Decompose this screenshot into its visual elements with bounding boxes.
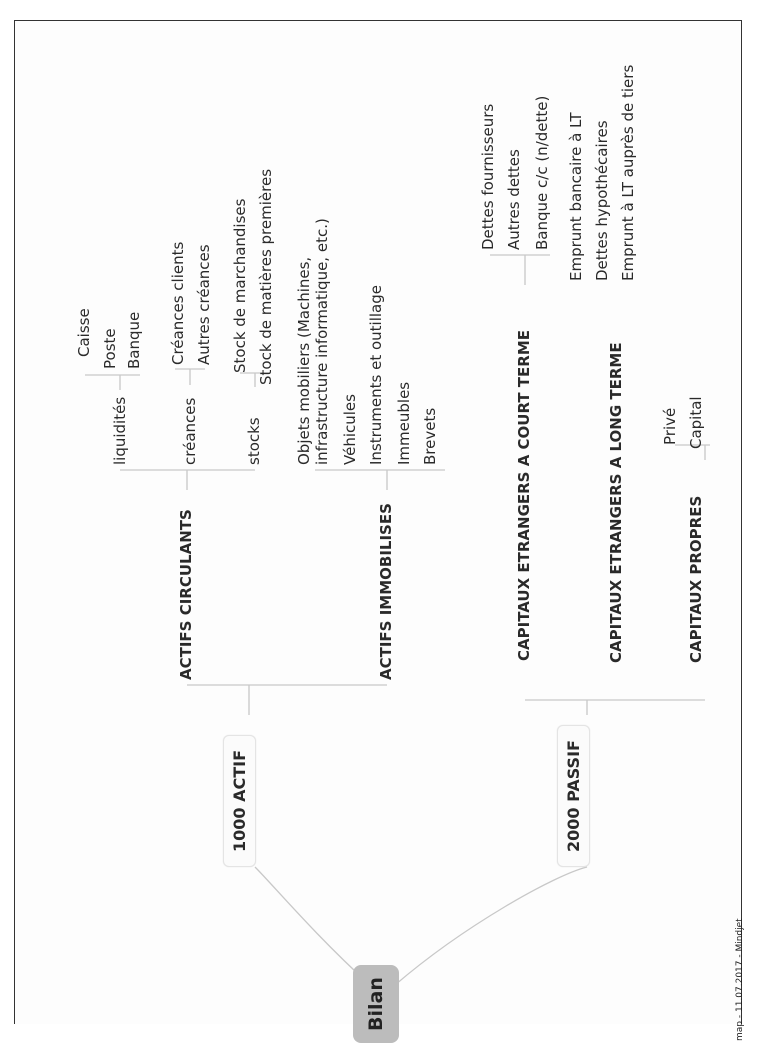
bracket-creances [175,369,205,385]
liquidites-item-poste: Poste [101,328,119,369]
immob-item-immeubles: Immeubles [395,381,413,465]
propres-item-capital: Capital [687,396,705,449]
long-item-emprunt-bancaire: Emprunt bancaire à LT [567,112,585,281]
actifs-circulants-label: ACTIFS CIRCULANTS [177,509,195,680]
actifs-immobilises-label: ACTIFS IMMOBILISES [377,503,395,680]
immob-item-objets-2: infrastructure informatique, etc.) [313,218,331,465]
court-item-autres: Autres dettes [505,149,523,250]
link-circulants-sub [120,470,255,490]
link-actif-groups [187,685,387,715]
link-immob-items [315,470,445,490]
creances-item-autres: Autres créances [195,244,213,365]
long-item-emprunt-tiers: Emprunt à LT auprès de tiers [619,64,637,281]
mindmap-sheet [14,20,745,1041]
link-root-actif [255,867,370,985]
creances-item-clients: Créances clients [169,241,187,365]
bracket-liquidites [85,375,140,390]
immob-item-objets-1: Objets mobiliers (Machines, [295,256,313,465]
passif-node: 2000 PASSIF [557,725,590,867]
stocks-item-marchandises: Stock de marchandises [231,198,249,373]
link-passif-groups [525,700,705,715]
propres-item-prive: Privé [661,407,679,445]
creances-label: créances [181,397,199,465]
mindmap-rotated-canvas [15,21,768,1045]
immob-item-vehicules: Véhicules [341,394,359,465]
link-root-passif [395,867,587,985]
court-terme-label: CAPITAUX ETRANGERS A COURT TERME [515,329,533,661]
actif-node: 1000 ACTIF [223,735,256,867]
liquidites-item-banque: Banque [125,311,143,369]
long-terme-label: CAPITAUX ETRANGERS A LONG TERME [607,342,625,663]
court-item-fournisseurs: Dettes fournisseurs [479,103,497,250]
court-item-banque: Banque c/c (n/dette) [533,95,551,250]
liquidites-label: liquidités [111,396,129,465]
immob-item-brevets: Brevets [421,407,439,465]
root-node-bilan: Bilan [353,965,399,1043]
bracket-court [490,255,550,285]
footer-text: map - 11.07.2017 - Mindjet [735,918,745,1041]
long-item-hypothecaires: Dettes hypothécaires [593,120,611,281]
stocks-item-matieres: Stock de matières premières [257,168,275,385]
stocks-label: stocks [245,417,263,465]
capitaux-propres-label: CAPITAUX PROPRES [687,495,705,663]
liquidites-item-caisse: Caisse [75,308,93,357]
immob-item-instruments: Instruments et outillage [367,285,385,465]
